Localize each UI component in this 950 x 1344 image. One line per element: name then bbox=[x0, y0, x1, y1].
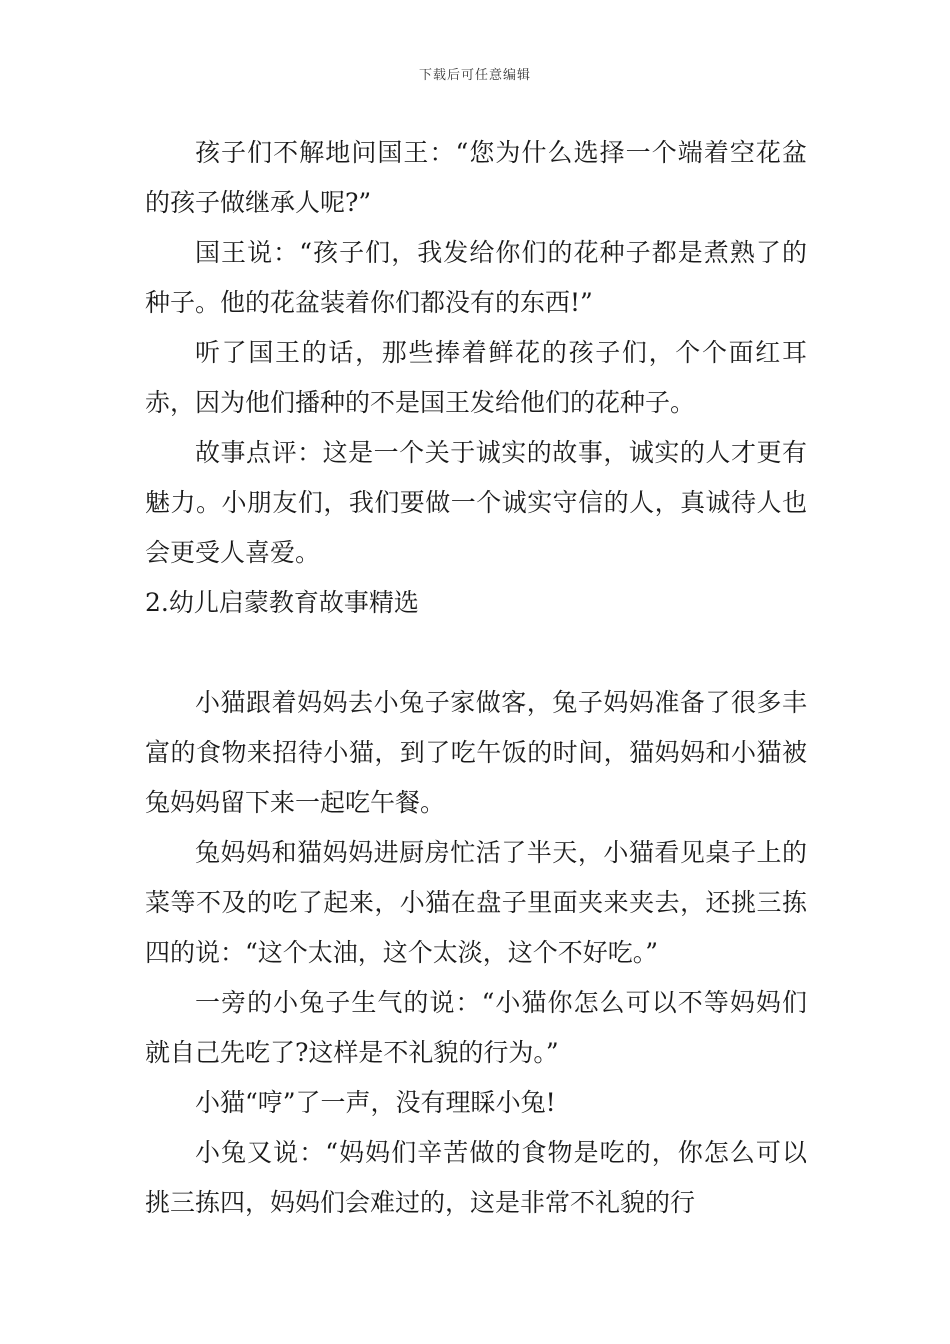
story-paragraph-2: 兔妈妈和猫妈妈进厨房忙活了半天，小猫看见桌子上的菜等不及的吃了起来，小猫在盘子里面夹来夹去，还挑三拣四的说：“这个太油，这个太淡，这个不好吃。” bbox=[145, 838, 807, 967]
document-body bbox=[145, 128, 807, 1228]
paragraph-2: 国王说：“孩子们，我发给你们的花种子都是煮熟了的种子。他的花盆装着你们都没有的东西!” bbox=[145, 238, 807, 317]
blank-line bbox=[145, 628, 807, 678]
paragraph-3: 听了国王的话，那些捧着鲜花的孩子们，个个面红耳赤，因为他们播种的不是国王发给他们的花种子。 bbox=[145, 338, 807, 417]
paragraph-1: 孩子们不解地问国王：“您为什么选择一个端着空花盆的孩子做继承人呢?” bbox=[145, 138, 807, 217]
section-heading: 2.幼儿启蒙教育故事精选 bbox=[145, 588, 419, 617]
story-paragraph-4: 小猫“哼”了一声，没有理睬小兔! bbox=[195, 1088, 556, 1117]
story-paragraph-3: 一旁的小兔子生气的说：“小猫你怎么可以不等妈妈们就自己先吃了?这样是不礼貌的行为。” bbox=[145, 988, 807, 1067]
page-header: 下载后可任意编辑 bbox=[418, 68, 531, 83]
paragraph-4: 故事点评：这是一个关于诚实的故事，诚实的人才更有魅力。小朋友们，我们要做一个诚实守信的人，真诚待人也会更受人喜爱。 bbox=[145, 438, 807, 567]
story-paragraph-5: 小兔又说：“妈妈们辛苦做的食物是吃的，你怎么可以挑三拣四，妈妈们会难过的，这是非常不礼貌的行 bbox=[145, 1138, 807, 1217]
story-paragraph-1: 小猫跟着妈妈去小兔子家做客，兔子妈妈准备了很多丰富的食物来招待小猫，到了吃午饭的时间，猫妈妈和小猫被兔妈妈留下来一起吃午餐。 bbox=[145, 688, 807, 817]
